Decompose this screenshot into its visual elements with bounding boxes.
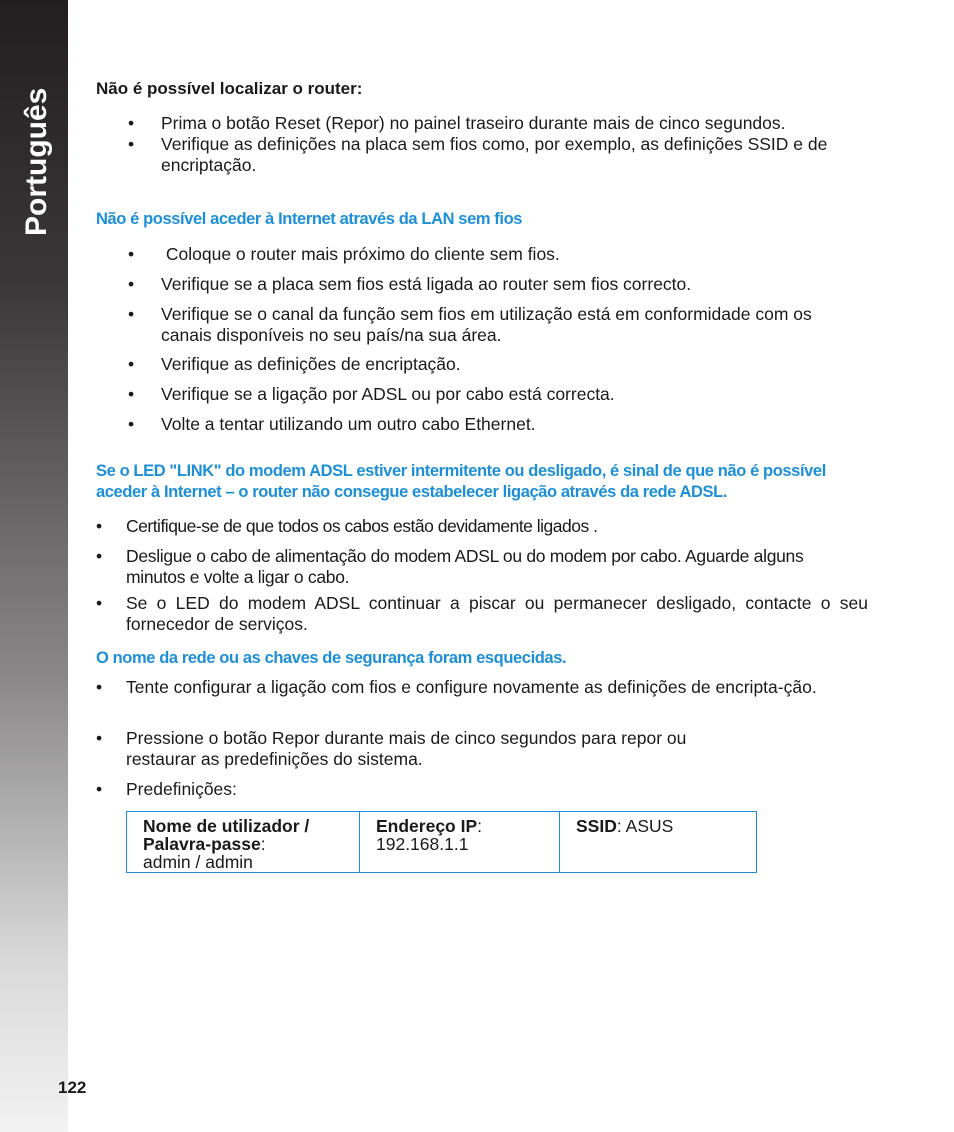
list-item-text: Verifique se a placa sem fios está ligada ao router sem fios correcto. — [161, 274, 692, 294]
bullet: • — [128, 134, 135, 154]
list-item — [96, 516, 868, 537]
list-item — [128, 113, 868, 134]
list-item-text: Prima o botão Reset (Repor) no painel traseiro durante mais de cinco segundos. — [161, 113, 786, 133]
list-item — [96, 593, 868, 635]
ssid-value: ASUS — [625, 816, 674, 836]
bullet: • — [128, 274, 135, 294]
list-item — [128, 274, 868, 295]
list-item — [96, 779, 868, 800]
bullet: • — [96, 779, 103, 799]
list-item — [96, 677, 868, 698]
default-ip-cell — [360, 812, 560, 873]
ssid-label: SSID — [576, 816, 617, 836]
credentials-value: admin / admin — [143, 852, 253, 872]
default-credentials-cell — [127, 812, 360, 873]
bullet: • — [96, 593, 103, 613]
page-number: 122 — [58, 1078, 87, 1097]
list-item — [96, 728, 868, 770]
bullet: • — [128, 304, 135, 324]
bullet: • — [96, 516, 102, 536]
list-item-text: Predefinições: — [126, 779, 237, 799]
bullet: • — [128, 113, 135, 133]
table-row — [127, 812, 757, 873]
list-item-text: Tente configurar a ligação com fios e configure novamente as definições de encripta-ção. — [126, 677, 817, 697]
heading-router-not-found: Não é possível localizar o router: — [96, 79, 363, 98]
list-item — [128, 354, 868, 375]
bullet: • — [96, 677, 103, 697]
list-item-text: Se o LED do modem ADSL continuar a piscar ou permanecer desligado, contacte o seu fornecedor de serviços. — [126, 593, 868, 634]
heading-forgot-network-keys: O nome da rede ou as chaves de segurança foram esquecidas. — [96, 649, 567, 667]
language-label-text: Português — [20, 87, 53, 236]
list-item-text: Verifique as definições na placa sem fios como, por exemplo, as definições SSID e de encriptação. — [161, 134, 828, 175]
bullet: • — [128, 384, 135, 404]
defaults-table — [126, 811, 757, 873]
list-item-text: Verifique as definições de encriptação. — [161, 354, 461, 374]
separator: : — [616, 816, 622, 836]
separator: : — [260, 834, 266, 854]
heading-no-internet-wlan: Não é possível aceder à Internet através da LAN sem fios — [96, 210, 523, 228]
list-item-text: Coloque o router mais próximo do cliente sem fios. — [161, 244, 560, 264]
list-item — [128, 244, 868, 265]
separator: : — [477, 816, 483, 836]
bullet: • — [96, 728, 103, 748]
list-item — [128, 414, 868, 435]
ip-label: Endereço IP — [376, 816, 478, 836]
list-item-text: Verifique se o canal da função sem fios em utilização está em conformidade com os canais disponíveis no seu país/na sua área. — [161, 304, 812, 345]
bullet: • — [128, 354, 135, 374]
list-item-text: Volte a tentar utilizando um outro cabo Ethernet. — [161, 414, 536, 434]
list-item — [128, 304, 868, 346]
default-ssid-cell — [560, 812, 757, 873]
list-item — [128, 134, 868, 176]
credentials-label: Nome de utilizador / Palavra-passe — [143, 816, 310, 854]
bullet: • — [96, 546, 102, 566]
ip-value: 192.168.1.1 — [376, 834, 469, 854]
heading-adsl-link-led: Se o LED "LINK" do modem ADSL estiver intermitente ou desligado, é sinal de que não é possível aceder à Internet – o router não consegue estabelecer ligação através da rede ADSL. — [96, 462, 826, 501]
list-item-text: Desligue o cabo de alimentação do modem ADSL ou do modem por cabo. Aguarde alguns minutos e volte a ligar o cabo. — [126, 546, 804, 587]
list-item — [128, 384, 868, 405]
list-item-text: Verifique se a ligação por ADSL ou por cabo está correcta. — [161, 384, 615, 404]
bullet: • — [128, 244, 135, 264]
list-item — [96, 546, 868, 588]
list-item-text: Certifique-se de que todos os cabos estão devidamente ligados . — [126, 516, 598, 536]
list-item-text: Pressione o botão Repor durante mais de cinco segundos para repor ou restaurar as predefinições do sistema. — [126, 728, 687, 769]
bullet: • — [128, 414, 135, 434]
